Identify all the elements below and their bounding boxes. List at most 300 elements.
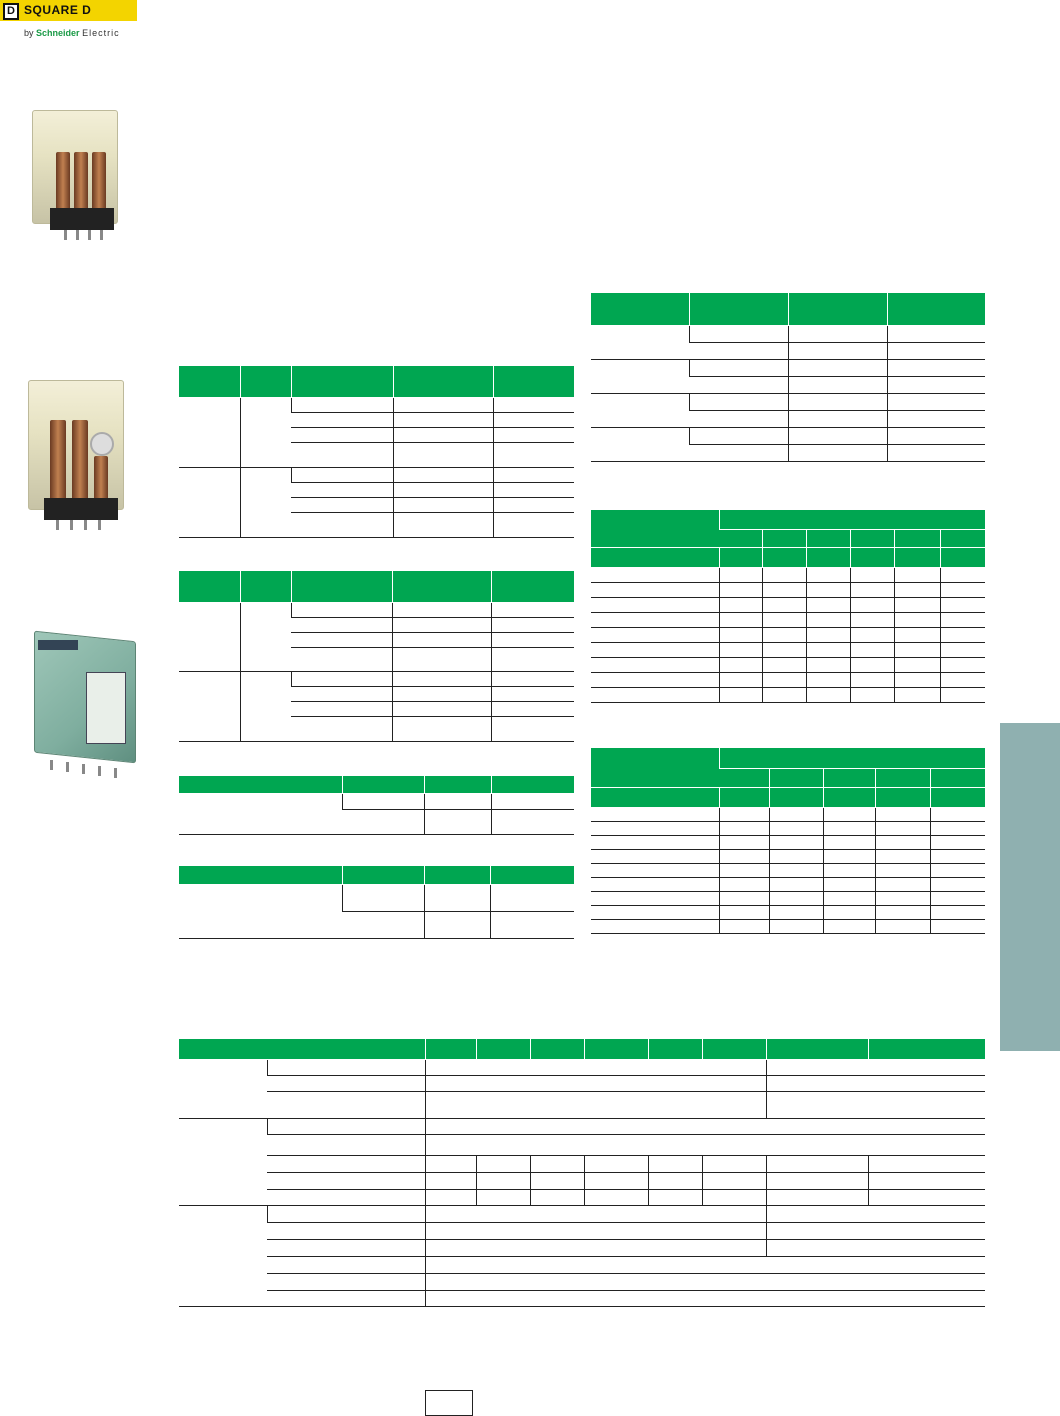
table-cell bbox=[530, 1189, 584, 1205]
table-header-cell bbox=[762, 529, 806, 547]
table-cell bbox=[930, 849, 985, 863]
table-cell bbox=[702, 1172, 766, 1189]
table-cell bbox=[267, 1205, 425, 1222]
table-cell bbox=[850, 687, 894, 702]
table-cell bbox=[868, 1172, 985, 1189]
table-cell bbox=[769, 919, 823, 933]
table-cell bbox=[887, 393, 985, 410]
table-cell bbox=[393, 412, 493, 427]
table-cell bbox=[240, 602, 291, 671]
table-cell bbox=[393, 427, 493, 442]
table-row bbox=[591, 787, 985, 807]
image-part bbox=[44, 498, 118, 520]
table-cell bbox=[491, 671, 574, 686]
table-cell bbox=[719, 657, 762, 672]
table-header-cell bbox=[491, 776, 574, 793]
table-row bbox=[591, 427, 985, 444]
table-cell bbox=[425, 1273, 985, 1290]
table-cell bbox=[930, 863, 985, 877]
table-cell bbox=[788, 410, 887, 427]
table-cell bbox=[424, 793, 491, 809]
table-cell bbox=[591, 877, 719, 891]
table-header-cell bbox=[240, 571, 291, 602]
table-cell bbox=[887, 427, 985, 444]
table-cell bbox=[894, 567, 940, 582]
table-row bbox=[179, 1239, 985, 1256]
table-cell bbox=[393, 482, 493, 497]
table-cell bbox=[850, 657, 894, 672]
table-row bbox=[591, 835, 985, 849]
image-part bbox=[100, 230, 103, 240]
table-cell bbox=[493, 412, 574, 427]
table-cell bbox=[491, 686, 574, 701]
table-header-cell bbox=[719, 510, 985, 529]
table-cell bbox=[806, 597, 850, 612]
table-cell bbox=[291, 671, 392, 686]
table-cell bbox=[425, 1189, 476, 1205]
table-cell bbox=[476, 1155, 530, 1172]
table-cell bbox=[850, 597, 894, 612]
table-row bbox=[591, 393, 985, 410]
table-cell bbox=[491, 793, 574, 809]
table-row bbox=[591, 293, 985, 325]
table-row bbox=[179, 1155, 985, 1172]
table-cell bbox=[425, 1155, 476, 1172]
table-cell bbox=[267, 1091, 425, 1118]
image-part bbox=[98, 520, 101, 530]
table-row bbox=[591, 807, 985, 821]
table-cell bbox=[424, 911, 490, 938]
relay-image-3 bbox=[30, 632, 140, 782]
table-row bbox=[179, 1091, 985, 1118]
table-cell bbox=[823, 821, 875, 835]
table-header-cell bbox=[425, 1039, 476, 1059]
table-cell bbox=[868, 1155, 985, 1172]
table-cell bbox=[591, 835, 719, 849]
table-cell bbox=[930, 919, 985, 933]
table-header-cell bbox=[823, 787, 875, 807]
table-cell bbox=[493, 427, 574, 442]
table-cell bbox=[267, 1172, 425, 1189]
table-cell bbox=[823, 891, 875, 905]
table-cell bbox=[584, 1189, 648, 1205]
table-cell bbox=[591, 567, 719, 582]
table-cell bbox=[179, 1059, 267, 1118]
table-cell bbox=[689, 393, 788, 410]
table-header-cell bbox=[769, 787, 823, 807]
table-row bbox=[179, 1222, 985, 1239]
table-cell bbox=[719, 582, 762, 597]
table-cell bbox=[689, 359, 788, 376]
table-cell bbox=[491, 617, 574, 632]
table-header-cell bbox=[591, 510, 719, 547]
image-part bbox=[86, 672, 126, 744]
table-row bbox=[179, 1118, 985, 1134]
table-cell bbox=[930, 807, 985, 821]
table-cell bbox=[689, 376, 788, 393]
table-header-cell bbox=[179, 366, 240, 397]
table-header-cell bbox=[940, 547, 985, 567]
table-h bbox=[179, 1039, 985, 1307]
table-header-cell bbox=[342, 866, 424, 884]
table-header-cell bbox=[591, 748, 719, 787]
table-cell bbox=[491, 809, 574, 834]
table-d bbox=[179, 866, 574, 939]
table-cell bbox=[267, 1118, 425, 1134]
table-cell bbox=[875, 863, 930, 877]
table-cell bbox=[291, 647, 392, 671]
table-cell bbox=[591, 807, 719, 821]
table-cell bbox=[940, 627, 985, 642]
table-cell bbox=[762, 642, 806, 657]
table-cell bbox=[425, 1091, 766, 1118]
table-cell bbox=[806, 582, 850, 597]
table-cell bbox=[425, 1118, 985, 1134]
table-header-cell bbox=[875, 787, 930, 807]
table-cell bbox=[930, 905, 985, 919]
table-cell bbox=[179, 793, 342, 834]
table-cell bbox=[940, 582, 985, 597]
table-row bbox=[591, 672, 985, 687]
table-cell bbox=[392, 701, 491, 716]
image-part bbox=[38, 640, 78, 650]
table-row bbox=[591, 748, 985, 768]
table-cell bbox=[179, 884, 342, 938]
table-header-cell bbox=[392, 571, 491, 602]
table-cell bbox=[719, 863, 769, 877]
image-part bbox=[64, 230, 67, 240]
table-cell bbox=[591, 863, 719, 877]
image-part bbox=[88, 230, 91, 240]
square-d-logo bbox=[0, 0, 137, 21]
table-header-cell bbox=[823, 768, 875, 787]
table-cell bbox=[291, 442, 393, 467]
table-cell bbox=[267, 1273, 425, 1290]
table-c bbox=[179, 776, 574, 835]
table-cell bbox=[689, 444, 788, 461]
table-cell bbox=[591, 393, 689, 427]
table-cell bbox=[788, 325, 887, 342]
table-cell bbox=[591, 687, 719, 702]
table-header-cell bbox=[719, 547, 762, 567]
table-cell bbox=[940, 687, 985, 702]
table-row bbox=[179, 467, 574, 482]
table-cell bbox=[887, 325, 985, 342]
table-row bbox=[591, 582, 985, 597]
table-cell bbox=[823, 849, 875, 863]
table-cell bbox=[719, 835, 769, 849]
table-header-cell bbox=[591, 787, 719, 807]
table-header-cell bbox=[240, 366, 291, 397]
image-part bbox=[94, 456, 108, 502]
table-row bbox=[179, 1039, 985, 1059]
table-cell bbox=[267, 1222, 425, 1239]
table-row bbox=[591, 849, 985, 863]
table-cell bbox=[769, 849, 823, 863]
image-part bbox=[90, 432, 114, 456]
table-cell bbox=[894, 657, 940, 672]
table-cell bbox=[291, 412, 393, 427]
table-header-cell bbox=[887, 293, 985, 325]
table-g bbox=[591, 748, 985, 934]
table-row bbox=[179, 1290, 985, 1306]
table-cell bbox=[940, 597, 985, 612]
table-cell bbox=[179, 671, 240, 741]
tagline-by: by bbox=[24, 28, 34, 38]
table-cell bbox=[940, 612, 985, 627]
table-cell bbox=[392, 602, 491, 617]
table-cell bbox=[425, 1075, 766, 1091]
table-a bbox=[179, 366, 574, 538]
schneider-tagline bbox=[24, 28, 120, 38]
table-row bbox=[179, 1273, 985, 1290]
table-header-cell bbox=[806, 547, 850, 567]
table-cell bbox=[875, 807, 930, 821]
table-cell bbox=[291, 617, 392, 632]
table-cell bbox=[493, 512, 574, 537]
table-cell bbox=[240, 467, 291, 537]
image-part bbox=[84, 520, 87, 530]
table-cell bbox=[267, 1239, 425, 1256]
table-cell bbox=[823, 905, 875, 919]
table-cell bbox=[491, 602, 574, 617]
table-cell bbox=[392, 716, 491, 741]
table-row bbox=[591, 325, 985, 342]
table-cell bbox=[530, 1172, 584, 1189]
relay-image-2 bbox=[24, 380, 124, 550]
table-cell bbox=[591, 891, 719, 905]
table-cell bbox=[806, 627, 850, 642]
table-row bbox=[591, 567, 985, 582]
table-row bbox=[179, 1205, 985, 1222]
table-row bbox=[591, 919, 985, 933]
table-row bbox=[179, 1256, 985, 1273]
table-cell bbox=[806, 657, 850, 672]
table-row bbox=[179, 397, 574, 412]
table-cell bbox=[806, 687, 850, 702]
table-cell bbox=[591, 597, 719, 612]
table-cell bbox=[702, 1155, 766, 1172]
table-cell bbox=[875, 877, 930, 891]
table-row bbox=[179, 776, 574, 793]
image-part bbox=[50, 420, 66, 500]
table-cell bbox=[719, 612, 762, 627]
table-f bbox=[591, 510, 985, 703]
table-cell bbox=[493, 482, 574, 497]
table-row bbox=[591, 657, 985, 672]
table-cell bbox=[493, 442, 574, 467]
table-row bbox=[591, 905, 985, 919]
table-cell bbox=[267, 1189, 425, 1205]
section-side-tab bbox=[1000, 723, 1060, 1051]
image-part bbox=[98, 766, 101, 776]
table-cell bbox=[719, 672, 762, 687]
image-part bbox=[56, 520, 59, 530]
table-cell bbox=[392, 617, 491, 632]
table-cell bbox=[823, 807, 875, 821]
table-cell bbox=[342, 809, 424, 834]
table-cell bbox=[875, 905, 930, 919]
table-cell bbox=[806, 567, 850, 582]
table-cell bbox=[719, 567, 762, 582]
table-cell bbox=[823, 835, 875, 849]
table-header-cell bbox=[850, 529, 894, 547]
table-cell bbox=[291, 467, 393, 482]
table-cell bbox=[424, 809, 491, 834]
table-cell bbox=[493, 467, 574, 482]
table-cell bbox=[806, 612, 850, 627]
table-cell bbox=[584, 1155, 648, 1172]
table-cell bbox=[850, 612, 894, 627]
table-row bbox=[179, 602, 574, 617]
table-cell bbox=[689, 342, 788, 359]
table-cell bbox=[930, 891, 985, 905]
table-cell bbox=[291, 701, 392, 716]
table-header-cell bbox=[491, 571, 574, 602]
table-cell bbox=[769, 877, 823, 891]
table-header-cell bbox=[424, 866, 490, 884]
table-cell bbox=[762, 672, 806, 687]
table-header-cell bbox=[875, 768, 930, 787]
table-cell bbox=[179, 1118, 267, 1205]
table-cell bbox=[788, 342, 887, 359]
table-cell bbox=[591, 612, 719, 627]
brand-name: SQUARE D bbox=[24, 3, 92, 17]
table-row bbox=[179, 1189, 985, 1205]
table-row bbox=[591, 547, 985, 567]
table-cell bbox=[591, 821, 719, 835]
table-cell bbox=[702, 1189, 766, 1205]
table-cell bbox=[894, 597, 940, 612]
table-header-cell bbox=[424, 776, 491, 793]
table-cell bbox=[894, 642, 940, 657]
table-header-cell bbox=[291, 366, 393, 397]
table-cell bbox=[424, 884, 490, 911]
table-header-cell bbox=[868, 1039, 985, 1059]
table-cell bbox=[766, 1239, 985, 1256]
table-cell bbox=[393, 467, 493, 482]
table-header-cell bbox=[179, 571, 240, 602]
table-cell bbox=[491, 716, 574, 741]
table-cell bbox=[476, 1189, 530, 1205]
table-cell bbox=[719, 687, 762, 702]
table-header-cell bbox=[342, 776, 424, 793]
table-header-cell bbox=[291, 571, 392, 602]
table-cell bbox=[766, 1075, 985, 1091]
table-cell bbox=[719, 877, 769, 891]
table-cell bbox=[291, 512, 393, 537]
table-cell bbox=[689, 325, 788, 342]
table-header-cell bbox=[719, 748, 985, 768]
table-cell bbox=[267, 1290, 425, 1306]
table-cell bbox=[940, 567, 985, 582]
table-cell bbox=[719, 891, 769, 905]
table-cell bbox=[766, 1091, 985, 1118]
table-cell bbox=[591, 849, 719, 863]
table-cell bbox=[894, 582, 940, 597]
table-cell bbox=[240, 671, 291, 741]
table-cell bbox=[342, 793, 424, 809]
table-header-cell bbox=[762, 547, 806, 567]
table-cell bbox=[887, 410, 985, 427]
table-cell bbox=[392, 647, 491, 671]
table-header-cell bbox=[719, 787, 769, 807]
table-cell bbox=[393, 397, 493, 412]
table-cell bbox=[392, 686, 491, 701]
table-header-cell bbox=[689, 293, 788, 325]
table-cell bbox=[689, 410, 788, 427]
table-b bbox=[179, 571, 574, 742]
table-row bbox=[179, 571, 574, 602]
table-cell bbox=[762, 627, 806, 642]
image-part bbox=[50, 760, 53, 770]
table-cell bbox=[930, 877, 985, 891]
table-cell bbox=[591, 627, 719, 642]
table-e bbox=[591, 293, 985, 462]
table-cell bbox=[930, 835, 985, 849]
table-cell bbox=[894, 627, 940, 642]
table-row bbox=[591, 642, 985, 657]
image-part bbox=[114, 768, 117, 778]
table-header-cell bbox=[648, 1039, 702, 1059]
table-cell bbox=[719, 597, 762, 612]
table-cell bbox=[719, 849, 769, 863]
table-cell bbox=[788, 376, 887, 393]
table-cell bbox=[766, 1172, 868, 1189]
table-cell bbox=[425, 1222, 766, 1239]
table-row bbox=[179, 1134, 985, 1155]
table-cell bbox=[887, 376, 985, 393]
table-cell bbox=[648, 1189, 702, 1205]
table-cell bbox=[894, 687, 940, 702]
table-cell bbox=[425, 1059, 766, 1075]
table-cell bbox=[940, 672, 985, 687]
table-row bbox=[179, 1059, 985, 1075]
table-cell bbox=[648, 1172, 702, 1189]
table-header-cell bbox=[719, 768, 769, 787]
table-cell bbox=[425, 1134, 985, 1155]
table-cell bbox=[868, 1189, 985, 1205]
table-cell bbox=[769, 835, 823, 849]
table-cell bbox=[591, 359, 689, 393]
table-cell bbox=[291, 602, 392, 617]
table-cell bbox=[648, 1155, 702, 1172]
table-row bbox=[179, 866, 574, 884]
table-header-cell bbox=[530, 1039, 584, 1059]
logo-mark: D bbox=[3, 3, 19, 20]
table-cell bbox=[425, 1290, 985, 1306]
table-header-cell bbox=[930, 787, 985, 807]
table-cell bbox=[393, 512, 493, 537]
tagline-suffix: Electric bbox=[82, 28, 120, 38]
table-cell bbox=[719, 627, 762, 642]
table-header-cell bbox=[493, 366, 574, 397]
table-cell bbox=[788, 444, 887, 461]
table-cell bbox=[393, 442, 493, 467]
table-cell bbox=[342, 911, 424, 938]
table-cell bbox=[291, 497, 393, 512]
table-header-cell bbox=[179, 776, 342, 793]
table-header-cell bbox=[476, 1039, 530, 1059]
table-header-cell bbox=[894, 529, 940, 547]
table-cell bbox=[591, 919, 719, 933]
table-cell bbox=[788, 427, 887, 444]
table-cell bbox=[584, 1172, 648, 1189]
table-cell bbox=[291, 686, 392, 701]
table-cell bbox=[850, 627, 894, 642]
table-header-cell bbox=[788, 293, 887, 325]
table-row bbox=[591, 891, 985, 905]
